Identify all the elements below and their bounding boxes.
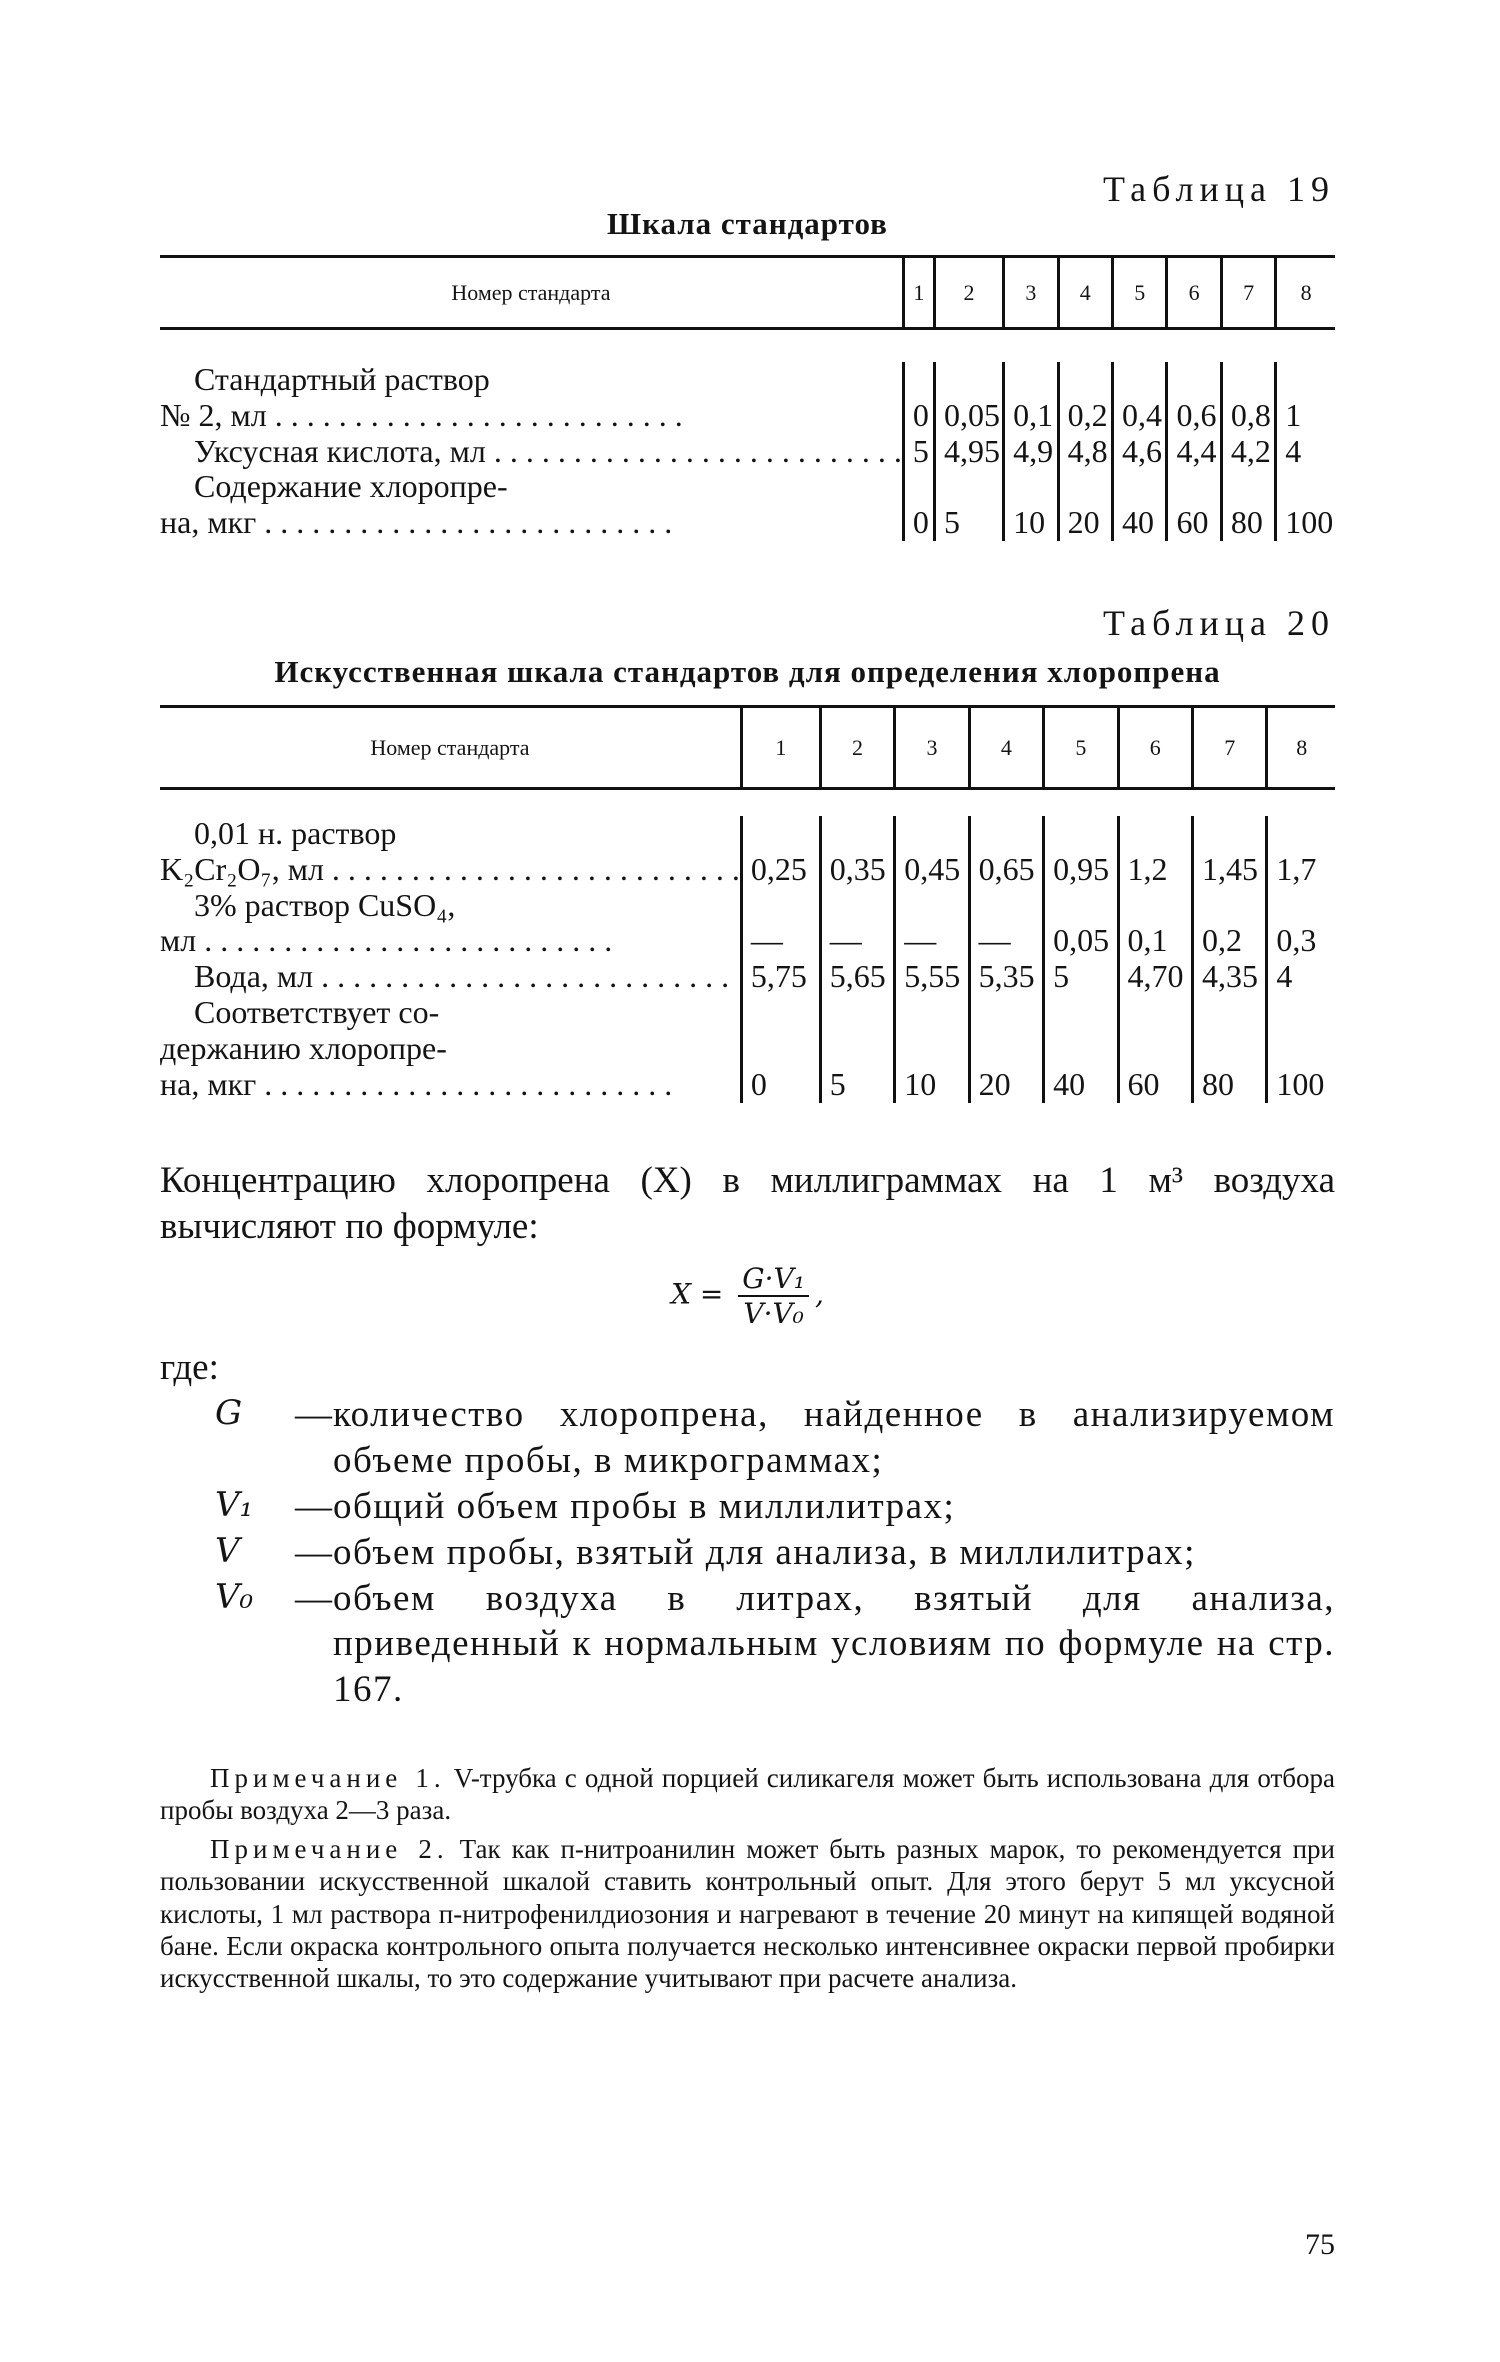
table-cell: 5 [912,432,929,469]
table20-value-column [820,816,894,1103]
note-2-text: Так как п-нитроанилин может быть разных марок, то рекомендуется при пользовании искусственной шкалой ставить контрольный опыт. Для этого берут 5 мл уксусной кислоты, 1 мл раствора п-нитрофенилдиозония и нагревают в течение 20 минут на кипящей водяной бане. Если окраска контрольного опыта получается несколько интенсивнее окраски первой пробирки искусственной шкалы, то это содержание учитывают при расчете анализа. [160,1833,1335,1994]
formula-trail: , [815,1277,824,1311]
definition-text: объем воздуха в литрах, взятый для анализа, приведенный к нормальным условиям по формуле на стр. 167. [333,1577,1335,1711]
definition-item: V₁ — общий объем пробы в миллилитрах; [215,1484,1335,1530]
table20-header-col: 1 [741,707,820,789]
table19-row1-stub: Стандартный раствор [194,361,490,397]
intro-paragraph: Концентрацию хлоропрена (X) в миллиграммах на 1 м³ воздуха вычисляют по формуле: [160,1160,1335,1247]
table19-header-col: 1 [903,257,934,329]
table-cell: 5,75 [750,958,807,995]
table20-header-col: 5 [1044,707,1118,789]
table20-value-column [895,816,969,1103]
table-cell: — [750,922,783,959]
table-cell: 0,8 [1230,396,1271,433]
table19-header-col: 2 [934,257,1003,329]
definition-text: количество хлоропрена, найденное в анализируемом объеме пробы, в микрограммах; [333,1394,1335,1481]
table-cell: 0,2 [1201,922,1242,959]
table20-value-column [1044,816,1118,1103]
table19-header-col: 6 [1167,257,1221,329]
formula-lhs: X = [671,1277,724,1311]
table20-header-col: 3 [895,707,969,789]
table-cell: 0,6 [1176,396,1217,433]
table19-title: Шкала стандартов [607,206,888,241]
table-cell: 0,25 [750,850,807,887]
table20-value-column [1118,816,1192,1103]
table20-header-col: 6 [1118,707,1192,789]
table20-row4-stub: держанию хлоропре- [160,1029,447,1066]
table-cell: 0,4 [1122,396,1163,433]
table-cell: 0,1 [1127,922,1168,959]
table-cell: 60 [1127,1065,1160,1102]
definition-item: V — объем пробы, взятый для анализа, в миллилитрах; [215,1530,1335,1576]
table-cell: 0,3 [1276,922,1317,959]
formula-denominator: V·V₀ [743,1297,804,1330]
formula-numerator: G·V₁ [738,1262,809,1297]
definition-symbol: V₁ [215,1484,254,1525]
table20-row1-stub: K₂Cr₂O₇, мл . . . [160,852,740,888]
table20-row1-stub: 0,01 н. раствор [194,815,397,851]
table-cell: 1 [1285,396,1302,433]
where-label: где: [160,1347,219,1388]
table-cell: 5 [829,1065,846,1102]
table19-value-column [1004,362,1058,541]
note-2 [160,1833,1335,1995]
table19-value-column [1167,362,1221,541]
table-cell: 5,55 [904,958,961,995]
definition-text: объем пробы, взятый для анализа, в миллилитрах; [333,1531,1196,1573]
table-cell: 4,6 [1122,432,1163,469]
table-cell: 1,2 [1127,850,1168,887]
table20-value-column [741,816,820,1103]
table-cell: 1,7 [1276,850,1317,887]
table-cell: 5 [1053,958,1070,995]
table-cell: 0,45 [904,850,961,887]
table-cell: 0,1 [1013,396,1054,433]
table-cell: 0,05 [943,396,1000,433]
table-cell: 5,35 [978,958,1035,995]
table-cell: 0,35 [829,850,886,887]
note-1-text: V-трубка с одной порцией силикагеля может быть использована для отбора пробы воздуха 2—3 раза. [160,1763,1335,1826]
table20 [160,705,1335,1103]
table-cell: 10 [1013,504,1046,541]
table19-value-column [1058,362,1112,541]
table20-header-col: 2 [820,707,894,789]
book-page [160,0,1335,2362]
table-cell: 80 [1230,504,1263,541]
table-cell: 4,9 [1013,432,1054,469]
table20-header-col: 4 [969,707,1043,789]
definitions-list [215,1392,1335,1713]
table20-stub-column [160,816,741,1103]
table19-row3-stub: Содержание хлоропре- [194,468,508,505]
table19-value-column [903,362,934,541]
table-cell: 0,2 [1067,396,1108,433]
table19-value-column [934,362,1003,541]
table20-label: Таблица 20 [1103,603,1335,643]
table20-header-stub: Номер стандарта [160,707,741,789]
table19-value-column [1276,362,1335,541]
table-cell: 4,95 [943,432,1000,469]
definition-item: V₀ — объем воздуха в литрах, взятый для анализа, приведенный к нормальным условиям по формуле на стр. 167. [215,1576,1335,1714]
table-cell: 4 [1285,432,1302,469]
table-cell: 0,05 [1053,922,1110,959]
table19-row1-stub: № 2, мл . . . [160,398,902,434]
definition-symbol: G [215,1393,243,1433]
table-cell: 0,95 [1053,850,1110,887]
table19-header-col: 4 [1058,257,1112,329]
table20-row3-stub: Вода, мл . . . [160,959,740,995]
table19-row3-stub: на, мкг . . . [160,505,902,541]
table-cell: 0 [912,396,929,433]
table-cell: 40 [1122,504,1155,541]
note-2-lead: Примечание 2. [210,1833,449,1864]
table19-header-stub: Номер стандарта [160,257,903,329]
definition-symbol: V₀ [215,1576,254,1617]
table-cell: 0 [912,504,929,541]
table-cell: 0 [750,1065,767,1102]
table-cell: 4 [1276,958,1293,995]
table20-row2-stub: мл . . . [160,923,740,959]
table19-value-column [1221,362,1275,541]
page-number: 75 [1305,2228,1335,2261]
table19-header-col: 3 [1004,257,1058,329]
table-cell: 0,65 [978,850,1035,887]
table-cell: 100 [1285,504,1334,541]
table-cell: — [978,922,1011,959]
table20-header-col: 7 [1192,707,1266,789]
table-cell: 5,65 [829,958,886,995]
table19-header-col: 7 [1221,257,1275,329]
table-cell: 20 [978,1065,1011,1102]
definition-item: G — количество хлоропрена, найденное в анализируемом объеме пробы, в микрограммах; [215,1392,1335,1484]
table20-value-column [969,816,1043,1103]
notes [160,1762,1335,2001]
table20-row4-stub: Соответствует со- [194,994,440,1031]
table20-header-col: 8 [1267,707,1335,789]
table19 [160,255,1335,541]
table-cell: 20 [1067,504,1100,541]
table19-header-col: 8 [1276,257,1335,329]
table-cell: 5 [943,504,960,541]
table-cell: 80 [1201,1065,1234,1102]
table19-value-column [1113,362,1167,541]
table-cell: 60 [1176,504,1209,541]
table19-row2-stub: Уксусная кислота, мл . . . [160,434,902,470]
table-cell: 1,45 [1201,850,1258,887]
table-cell: — [904,922,937,959]
table20-value-column [1192,816,1266,1103]
table-cell: — [829,922,862,959]
table-cell: 10 [904,1065,937,1102]
table-cell: 4,35 [1201,958,1258,995]
formula-fraction [738,1262,809,1330]
definition-text: общий объем пробы в миллилитрах; [333,1485,956,1527]
table-cell: 4,8 [1067,432,1108,469]
table19-label: Таблица 19 [1103,169,1335,209]
table20-title: Искусственная шкала стандартов для определения хлоропрена [274,654,1221,689]
table20-row2-stub: 3% раствор CuSO₄, [194,886,456,923]
table-cell: 40 [1053,1065,1086,1102]
definition-symbol: V [215,1530,240,1571]
note-1 [160,1762,1335,1827]
formula [160,1262,1335,1330]
table19-stub-column [160,362,903,541]
table20-row4-stub: на, мкг . . . [160,1067,740,1103]
table-cell: 4,2 [1230,432,1271,469]
table19-header-col: 5 [1113,257,1167,329]
table-cell: 100 [1276,1065,1325,1102]
table20-value-column [1267,816,1335,1103]
table-cell: 4,70 [1127,958,1184,995]
note-1-lead: Примечание 1. [210,1763,446,1793]
table-cell: 4,4 [1176,432,1217,469]
